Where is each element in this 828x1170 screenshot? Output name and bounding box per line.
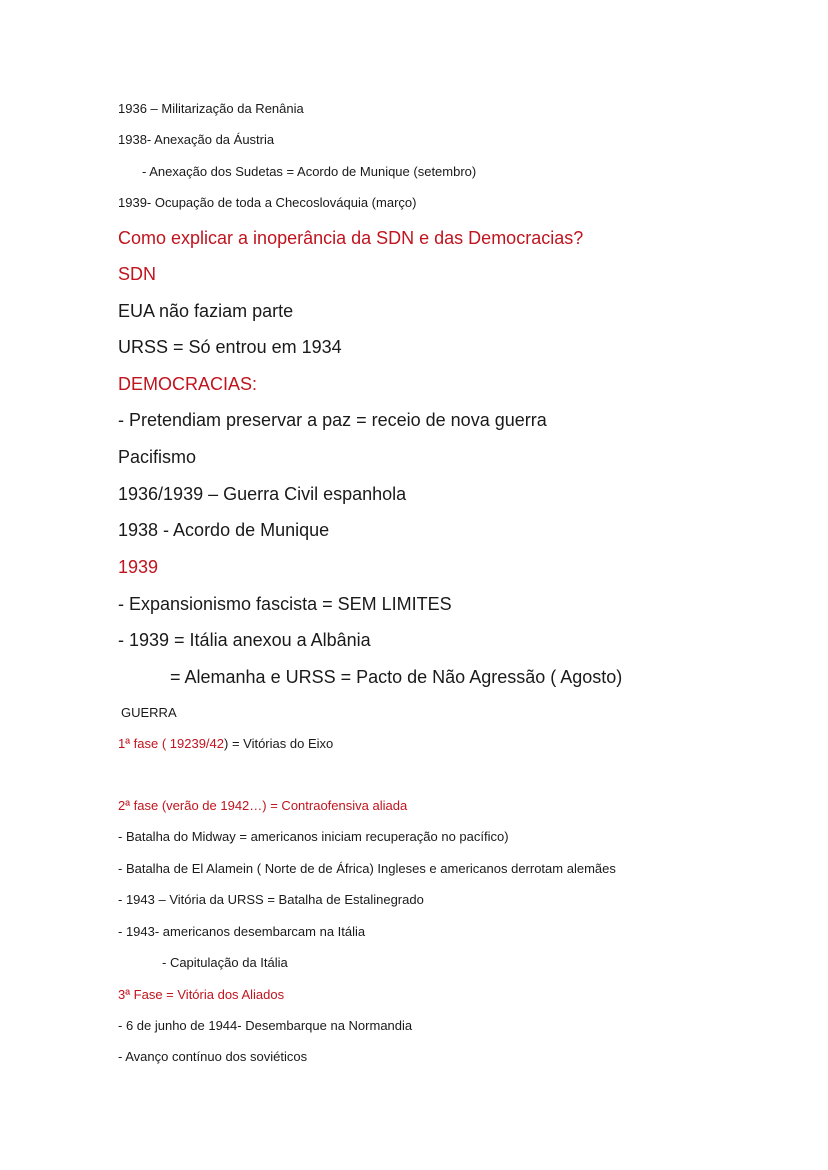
timeline-sudetas: - Anexação dos Sudetas = Acordo de Munique (setembro) (142, 164, 477, 179)
guerra-civil-espanhola: 1936/1939 – Guerra Civil espanhola (118, 484, 407, 504)
fase-3-heading: 3ª Fase = Vitória dos Aliados (118, 987, 285, 1002)
batalha-estalinegrado: - 1943 – Vitória da URSS = Batalha de Estalinegrado (118, 892, 424, 907)
question-heading: Como explicar a inoperância da SDN e das Democracias? (118, 228, 584, 248)
avanco-sovieticos: - Avanço contínuo dos soviéticos (118, 1049, 308, 1064)
pacifismo: Pacifismo (118, 447, 197, 467)
fase-1-label: 1ª fase ( 19239/42 (118, 736, 224, 751)
timeline-1936-renania: 1936 – Militarização da Renânia (118, 101, 304, 116)
fase-1-desc: ) = Vitórias do Eixo (224, 736, 334, 751)
heading-1939: 1939 (118, 557, 159, 577)
batalha-el-alamein: - Batalha de El Alamein ( Norte de de África) Ingleses e americanos derrotam alemães (118, 861, 616, 876)
guerra-heading: GUERRA (121, 705, 177, 720)
democracias-heading: DEMOCRACIAS: (118, 374, 258, 394)
timeline-1938-austria: 1938- Anexação da Áustria (118, 132, 275, 147)
expansionismo: - Expansionismo fascista = SEM LIMITES (118, 594, 452, 614)
fase-2-heading: 2ª fase (verão de 1942…) = Contraofensiva aliada (118, 798, 408, 813)
batalha-midway: - Batalha do Midway = americanos iniciam recuperação no pacífico) (118, 829, 509, 844)
desembarque-italia: - 1943- americanos desembarcam na Itália (118, 924, 366, 939)
acordo-munique: 1938 - Acordo de Munique (118, 520, 330, 540)
sdn-point-eua: EUA não faziam parte (118, 301, 294, 321)
sdn-heading: SDN (118, 264, 157, 284)
desembarque-normandia: - 6 de junho de 1944- Desembarque na Normandia (118, 1018, 413, 1033)
capitulacao-italia: - Capitulação da Itália (162, 955, 288, 970)
timeline-1939-checoslovaquia: 1939- Ocupação de toda a Checoslováquia (março) (118, 195, 417, 210)
pacto-nao-agressao: = Alemanha e URSS = Pacto de Não Agressão ( Agosto) (170, 667, 623, 687)
fase-1 (118, 737, 333, 750)
democracias-point-paz: - Pretendiam preservar a paz = receio de nova guerra (118, 410, 547, 430)
italia-albania: - 1939 = Itália anexou a Albânia (118, 630, 371, 650)
sdn-point-urss: URSS = Só entrou em 1934 (118, 337, 342, 357)
